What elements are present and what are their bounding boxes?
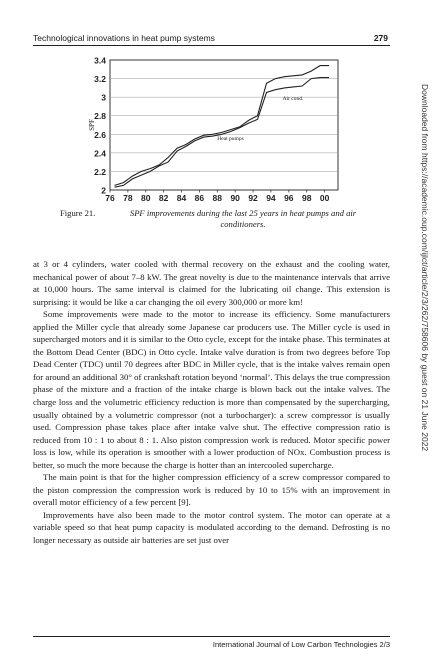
body-paragraph: The main point is that for the higher compression efficiency of a screw compressor compared to the piston compression the compression work is reduced by 10 to 15% with an improvement in overall motor efficiency of a few percent [9]. bbox=[33, 472, 390, 508]
y-tick-label: 3 bbox=[101, 92, 106, 103]
x-tick-label: 92 bbox=[248, 193, 258, 203]
x-tick-label: 78 bbox=[123, 193, 133, 203]
page-number: 279 bbox=[373, 33, 388, 43]
body-paragraph: Improvements have also been made to the motor control system. The motor can operate at a variable speed so that heat pump capacity is modulated according to the demand. Defrosting is no longer necessary as outside air batteries are set just over bbox=[33, 509, 390, 546]
y-tick-label: 2.8 bbox=[94, 111, 106, 122]
body-paragraph: Some improvements were made to the motor to increase its efficiency. Some manufacturers applied the Miller cycle that already some Japanese car producers use. The Miller cycle is used in supercharged motors and it is similar to the Otto cycle, except for the intake phase. This terminates at the Bottom Dead Center (BDC) in Otto cycle. Intake valve duration is from two degrees before Top Dead Center (TDC) until 70 degrees after BDC in Miller cycle, that is the intake valves remain open for around an additional 30° of crankshaft rotation beyond ‘normal’. This delays the true compression phase of the mixture and a fraction of the intake charge is blown back out the intake valves. The charge loss and the volumetric efficiency reduction is more than compensated by the supercharging, usually obtained by a volumetric compressor (not a turbocharger): a screw compressor is usually used. Compression phase takes place after intake valve shut. The effective compression ratio is reduced from 10 : 1 to about 8 : 1. Also piston compression work is reduced. Motor specific power loss is low, while its operation is smoother with a lower production of NOx. Combustion process is better, so much the more because the charge is hotter than an intercooled supercharge. bbox=[33, 309, 390, 470]
x-tick-label: 90 bbox=[230, 193, 240, 203]
figure-label: Figure 21. bbox=[60, 208, 96, 218]
x-tick-label: 76 bbox=[105, 193, 115, 203]
x-tick-label: 80 bbox=[141, 193, 151, 203]
article-body bbox=[33, 258, 390, 547]
x-tick-label: 84 bbox=[176, 193, 187, 203]
spf-line-chart bbox=[80, 52, 350, 204]
x-tick-label: 86 bbox=[194, 193, 205, 203]
download-side-note bbox=[416, 84, 436, 584]
series-line bbox=[115, 66, 330, 186]
y-tick-label: 2.4 bbox=[94, 148, 106, 159]
body-paragraph: at 3 or 4 cylinders, water cooled with thermal recovery on the exhaust and the cooling water, mechanical power of about 7–8 kW. The great novelty is due to the maintenance intervals that arrive at 10,000 hours. The same interval is claimed for the lubricating oil change. This extension is surprising: it would be like a car changing the oil every 300,000 or more km! bbox=[33, 259, 390, 307]
y-tick-label: 2.6 bbox=[94, 129, 106, 140]
y-axis-label: SPF bbox=[88, 119, 96, 131]
x-tick-label: 00 bbox=[319, 193, 330, 203]
y-tick-label: 2.2 bbox=[94, 166, 106, 177]
x-tick-label: 98 bbox=[301, 193, 312, 203]
figure-caption-text: SPF improvements during the last 25 years in heat pumps and air conditioners. bbox=[129, 208, 357, 229]
header-rule bbox=[33, 45, 390, 46]
running-title: Technological innovations in heat pump systems bbox=[33, 33, 215, 43]
journal-footer: International Journal of Low Carbon Technologies 2/3 bbox=[212, 640, 390, 649]
x-tick-label: 82 bbox=[158, 193, 169, 203]
series-annotation: Heat pumps bbox=[217, 135, 244, 142]
x-tick-label: 94 bbox=[266, 193, 276, 203]
y-tick-label: 2 bbox=[101, 185, 106, 196]
series-annotation: Air cond. bbox=[282, 95, 304, 102]
y-tick-label: 3.2 bbox=[94, 74, 106, 85]
footer-rule bbox=[33, 636, 390, 637]
x-tick-label: 96 bbox=[284, 193, 294, 203]
download-notice: Downloaded from https://academic.oup.com/ijlct/article/2/3/262/758606 by guest on 21 June 2022 bbox=[420, 84, 430, 452]
x-tick-label: 88 bbox=[212, 193, 223, 203]
y-tick-label: 3.4 bbox=[94, 55, 106, 66]
